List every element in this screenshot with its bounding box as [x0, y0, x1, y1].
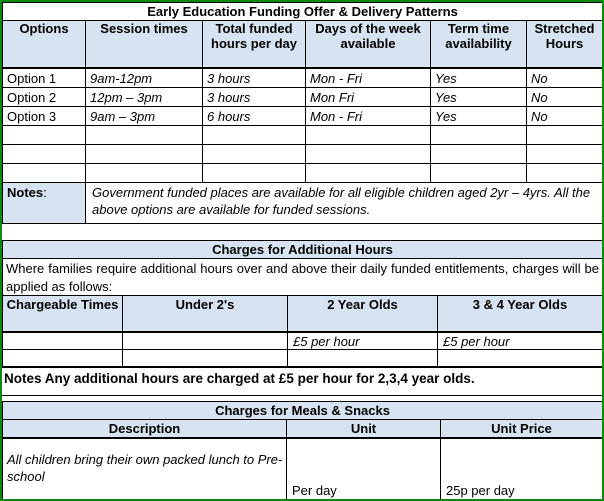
empty-cell [431, 145, 527, 164]
cell-days: Mon - Fri [306, 68, 431, 88]
empty-cell [123, 350, 288, 367]
meals-snacks-title-row [3, 402, 603, 420]
table-row-empty [3, 164, 603, 183]
cell-session-times: 12pm – 3pm [86, 88, 203, 107]
empty-cell [86, 126, 203, 145]
notes-label-bold: Notes [7, 185, 44, 200]
meals-snacks-header-row [3, 420, 603, 439]
empty-cell [203, 164, 306, 183]
empty-cell [203, 126, 306, 145]
cell-stretched: No [527, 107, 603, 126]
empty-cell [306, 164, 431, 183]
empty-cell [86, 164, 203, 183]
cell-option: Option 3 [3, 107, 86, 126]
table-row-option-1 [3, 68, 603, 88]
cell-chargeable-times [3, 332, 123, 350]
funding-offer-table [2, 2, 603, 224]
cell-term-time: Yes [431, 107, 527, 126]
section-gap [2, 224, 602, 240]
empty-cell [431, 164, 527, 183]
table-row-option-2 [3, 88, 603, 107]
funding-offer-title-row [3, 3, 603, 21]
col-header-options: Options [3, 21, 86, 69]
empty-cell [438, 350, 603, 367]
cell-session-times: 9am-12pm [86, 68, 203, 88]
empty-cell [288, 350, 438, 367]
funding-offer-header-row [3, 21, 603, 69]
empty-cell [306, 126, 431, 145]
funding-offer-title: Early Education Funding Offer & Delivery Patterns [3, 3, 603, 21]
cell-hours: 3 hours [203, 88, 306, 107]
cell-meal-description: All children bring their own packed lunch to Pre-school [3, 438, 287, 500]
additional-hours-intro-row [3, 259, 603, 296]
table-row-option-3 [3, 107, 603, 126]
cell-option: Option 1 [3, 68, 86, 88]
col-header-days-available: Days of the week available [306, 21, 431, 69]
cell-meal-unit: Per day [287, 438, 441, 500]
col-header-description: Description [3, 420, 287, 439]
cell-hours: 6 hours [203, 107, 306, 126]
empty-cell [86, 145, 203, 164]
cell-stretched: No [527, 68, 603, 88]
cell-3-4yo-charge: £5 per hour [438, 332, 603, 350]
col-header-3-4-year-olds: 3 & 4 Year Olds [438, 296, 603, 333]
col-header-session-times: Session times [86, 21, 203, 69]
empty-cell [203, 145, 306, 164]
table-row-empty [3, 350, 603, 367]
empty-cell [3, 350, 123, 367]
cell-term-time: Yes [431, 88, 527, 107]
col-header-2-year-olds: 2 Year Olds [288, 296, 438, 333]
empty-cell [3, 164, 86, 183]
additional-hours-intro: Where families require additional hours over and above their daily funded entitlements, charges will be applied as follows: [3, 259, 603, 296]
empty-cell [431, 126, 527, 145]
empty-cell [527, 126, 603, 145]
additional-hours-title: Charges for Additional Hours [3, 241, 603, 259]
col-header-total-funded-hours: Total funded hours per day [203, 21, 306, 69]
additional-hours-table [2, 240, 603, 367]
col-header-chargeable-times: Chargeable Times [3, 296, 123, 333]
notes-label [3, 183, 86, 224]
cell-term-time: Yes [431, 68, 527, 88]
cell-stretched: No [527, 88, 603, 107]
empty-cell [3, 145, 86, 164]
empty-cell [306, 145, 431, 164]
additional-hours-title-row [3, 241, 603, 259]
col-header-term-time: Term time availability [431, 21, 527, 69]
meals-snacks-table [2, 401, 603, 500]
cell-session-times: 9am – 3pm [86, 107, 203, 126]
empty-cell [527, 145, 603, 164]
cell-option: Option 2 [3, 88, 86, 107]
col-header-unit-price: Unit Price [441, 420, 603, 439]
additional-hours-notes: Notes Any additional hours are charged at £5 per hour for 2,3,4 year olds. [2, 367, 602, 396]
cell-hours: 3 hours [203, 68, 306, 88]
table-row-empty [3, 126, 603, 145]
col-header-under-2s: Under 2's [123, 296, 288, 333]
table-row-meals [3, 438, 603, 500]
col-header-unit: Unit [287, 420, 441, 439]
table-row-charges [3, 332, 603, 350]
notes-label-colon: : [43, 185, 47, 200]
cell-days: Mon - Fri [306, 107, 431, 126]
notes-text: Government funded places are available for all eligible children aged 2yr – 4yrs. All the above options are available for funded sessions. [86, 183, 603, 224]
notes-row [3, 183, 603, 224]
empty-cell [527, 164, 603, 183]
cell-2yo-charge: £5 per hour [288, 332, 438, 350]
meals-snacks-title: Charges for Meals & Snacks [3, 402, 603, 420]
empty-cell [3, 126, 86, 145]
additional-hours-header-row [3, 296, 603, 333]
cell-meal-unit-price: 25p per day [441, 438, 603, 500]
col-header-stretched-hours: Stretched Hours [527, 21, 603, 69]
cell-under-2s [123, 332, 288, 350]
cell-days: Mon Fri [306, 88, 431, 107]
table-row-empty [3, 145, 603, 164]
